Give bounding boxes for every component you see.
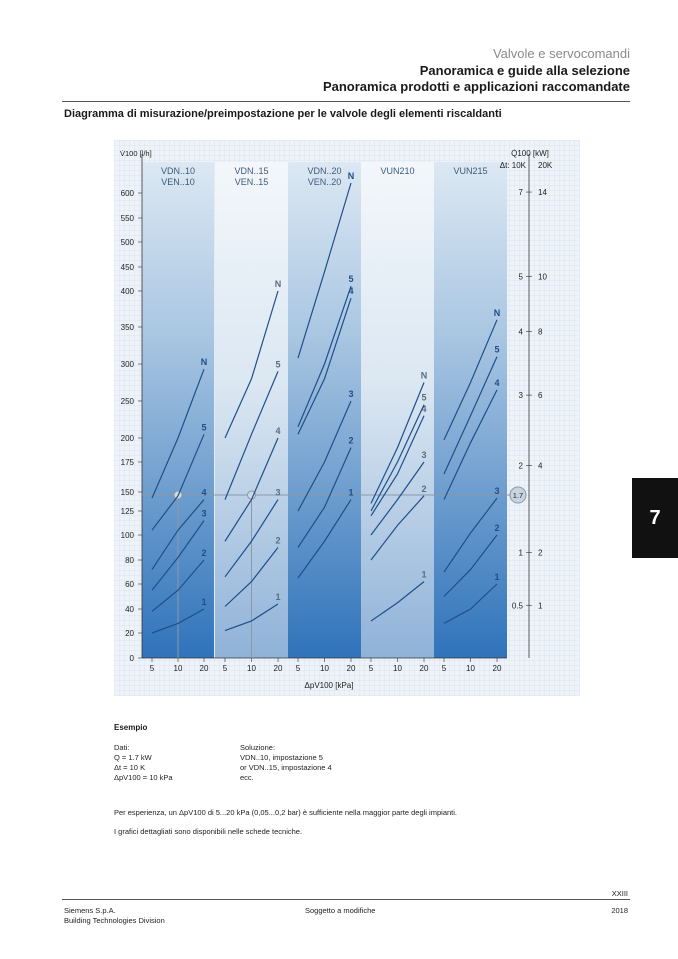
x-axis-label: ΔpV100 [kPa]	[304, 681, 354, 690]
y-tick-label: 80	[125, 556, 134, 565]
example-given-line: ΔpV100 = 10 kPa	[114, 773, 173, 782]
y-tick-label: 250	[120, 397, 134, 406]
x-tick-label: 10	[173, 664, 183, 673]
x-tick-label: 10	[393, 664, 402, 673]
right-tick-label-20k: 1	[538, 601, 543, 611]
curve-label: 2	[421, 483, 427, 494]
group-label: VDN..20	[307, 166, 342, 176]
y-tick-label: 0	[129, 654, 134, 663]
footer-company: Siemens S.p.A.	[64, 906, 116, 915]
header-category: Valvole e servocomandi	[492, 46, 630, 61]
right-tick-label-10k: 3	[518, 391, 523, 401]
group-label: VEN..10	[161, 177, 195, 187]
curve-label: 5	[348, 274, 354, 285]
y-tick-label: 60	[125, 580, 134, 589]
right-tick-label-10k: 5	[518, 272, 523, 282]
curve-label: 4	[275, 426, 281, 436]
curve-label: 1	[494, 572, 500, 582]
x-tick-label: 20	[492, 664, 502, 673]
footer-disclaimer: Soggetto a modifiche	[305, 906, 376, 915]
curve-label: 5	[201, 422, 207, 433]
right-tick-label-10k: 0.5	[511, 601, 523, 611]
chapter-tab: 7	[632, 478, 678, 558]
x-tick-label: 20	[346, 664, 356, 673]
example-heading: Esempio	[114, 723, 148, 732]
footer-year: 2018	[611, 906, 628, 915]
example-given	[114, 743, 173, 783]
curve-label: 2	[201, 548, 207, 558]
curve-label: 3	[275, 487, 281, 498]
example-solution-line: or VDN..15, impostazione 4	[240, 763, 332, 772]
curve-label: N	[420, 370, 428, 381]
right-tick-label-10k: 7	[518, 188, 523, 198]
curve-label: N	[274, 279, 282, 289]
y-tick-label: 550	[120, 214, 134, 223]
right-tick-label-10k: 2	[518, 461, 523, 471]
y-tick-label: 40	[125, 605, 134, 614]
example-given-line: Dati:	[114, 743, 130, 752]
footer-divider	[62, 899, 630, 900]
y-tick-label: 200	[120, 434, 134, 443]
y-tick-label: 300	[120, 360, 134, 369]
curve-label: 5	[275, 359, 281, 370]
example-given-line: Δt = 10 K	[114, 763, 146, 772]
section-title: Diagramma di misurazione/preimpostazione per le valvole degli elementi riscaldanti	[64, 108, 502, 120]
right-axis-header-20k: 20K	[538, 161, 553, 170]
group-label: VEN..15	[234, 177, 269, 187]
right-tick-label-20k: 2	[538, 548, 543, 558]
curve-label: N	[200, 357, 208, 368]
curve-label: 4	[421, 403, 427, 414]
right-tick-label-20k: 4	[538, 461, 543, 471]
y-tick-label: 500	[120, 238, 134, 247]
x-tick-label: 10	[466, 664, 475, 673]
curve-label: 4	[494, 377, 500, 388]
header-title: Panoramica e guide alla selezione	[419, 63, 630, 78]
y-tick-label: 100	[120, 531, 134, 540]
example-given-line: Q = 1.7 kW	[114, 753, 152, 762]
curve-label: 3	[348, 389, 354, 399]
y-tick-label: 450	[120, 263, 134, 272]
y-tick-label: 600	[120, 189, 134, 198]
marker-label: 1.7	[512, 491, 524, 501]
right-tick-label-20k: 8	[538, 327, 543, 337]
group-label: VUN215	[453, 166, 488, 176]
example-solution-line: Soluzione:	[240, 743, 276, 752]
right-axis-header-10k: Δt: 10K	[499, 161, 526, 170]
band-4	[434, 162, 507, 658]
curve-label: 3	[494, 486, 500, 497]
example-solution-line: ecc.	[240, 773, 254, 782]
curve-label: 4	[201, 487, 207, 498]
x-tick-label: 10	[247, 664, 256, 673]
y-tick-label: 150	[120, 488, 134, 497]
x-tick-label: 20	[419, 664, 429, 673]
right-tick-label-20k: 14	[538, 188, 547, 198]
curve-label: 1	[201, 597, 207, 607]
header-subtitle: Panoramica prodotti e applicazioni raccomandate	[322, 79, 630, 94]
sizing-chart	[114, 140, 580, 696]
x-tick-label: 20	[199, 664, 209, 673]
y-tick-label: 125	[120, 507, 134, 516]
curve-label: 1	[348, 487, 354, 498]
x-tick-label: 5	[222, 664, 228, 673]
curve-label: 2	[275, 535, 281, 546]
group-label: VDN..10	[160, 166, 196, 176]
band-2	[288, 162, 361, 658]
header-divider	[62, 101, 630, 102]
note-datasheets: I grafici dettagliati sono disponibili nelle schede tecniche.	[114, 827, 303, 836]
note-pressure: Per esperienza, un ΔpV100 di 5...20 kPa (0,05...0,2 bar) è sufficiente nella maggior parte degli impianti.	[114, 808, 457, 817]
group-label: VUN210	[380, 166, 415, 176]
y-tick-label: 400	[120, 287, 134, 296]
footer-division: Building Technologies Division	[64, 916, 165, 925]
y-tick-label: 175	[120, 458, 134, 467]
right-tick-label-20k: 6	[538, 391, 543, 401]
x-tick-label: 5	[295, 664, 301, 673]
curve-label: N	[493, 307, 501, 318]
group-label: VDN..15	[234, 166, 269, 176]
x-tick-label: 5	[149, 664, 155, 673]
curve-label: 5	[494, 344, 500, 355]
right-tick-label-20k: 10	[538, 272, 547, 282]
x-tick-label: 5	[368, 664, 374, 673]
curve-label: 1	[275, 592, 281, 602]
example-solution-line: VDN..10, impostazione 5	[240, 753, 323, 762]
y-tick-label: 350	[120, 323, 134, 332]
curve-label: 4	[348, 286, 354, 297]
curve-label: 3	[421, 450, 427, 460]
right-tick-label-10k: 4	[518, 327, 523, 337]
x-tick-label: 5	[441, 664, 447, 673]
x-tick-label: 20	[273, 664, 283, 673]
example-solution	[240, 743, 332, 783]
curve-label: 5	[421, 392, 427, 403]
curve-label: 2	[494, 523, 500, 533]
y-tick-label: 20	[125, 629, 134, 638]
curve-label: N	[347, 171, 355, 181]
curve-label: 2	[348, 435, 354, 446]
curve-label: 3	[201, 508, 207, 519]
curve-label: 1	[421, 569, 427, 580]
y-axis-label: V̇100 [l/h]	[120, 149, 152, 158]
right-tick-label-10k: 1	[518, 548, 523, 558]
group-label: VEN..20	[307, 177, 342, 187]
right-axis-label: Q̇100 [kW]	[511, 149, 549, 158]
x-tick-label: 10	[320, 664, 329, 673]
page-number: XXIII	[611, 889, 628, 898]
